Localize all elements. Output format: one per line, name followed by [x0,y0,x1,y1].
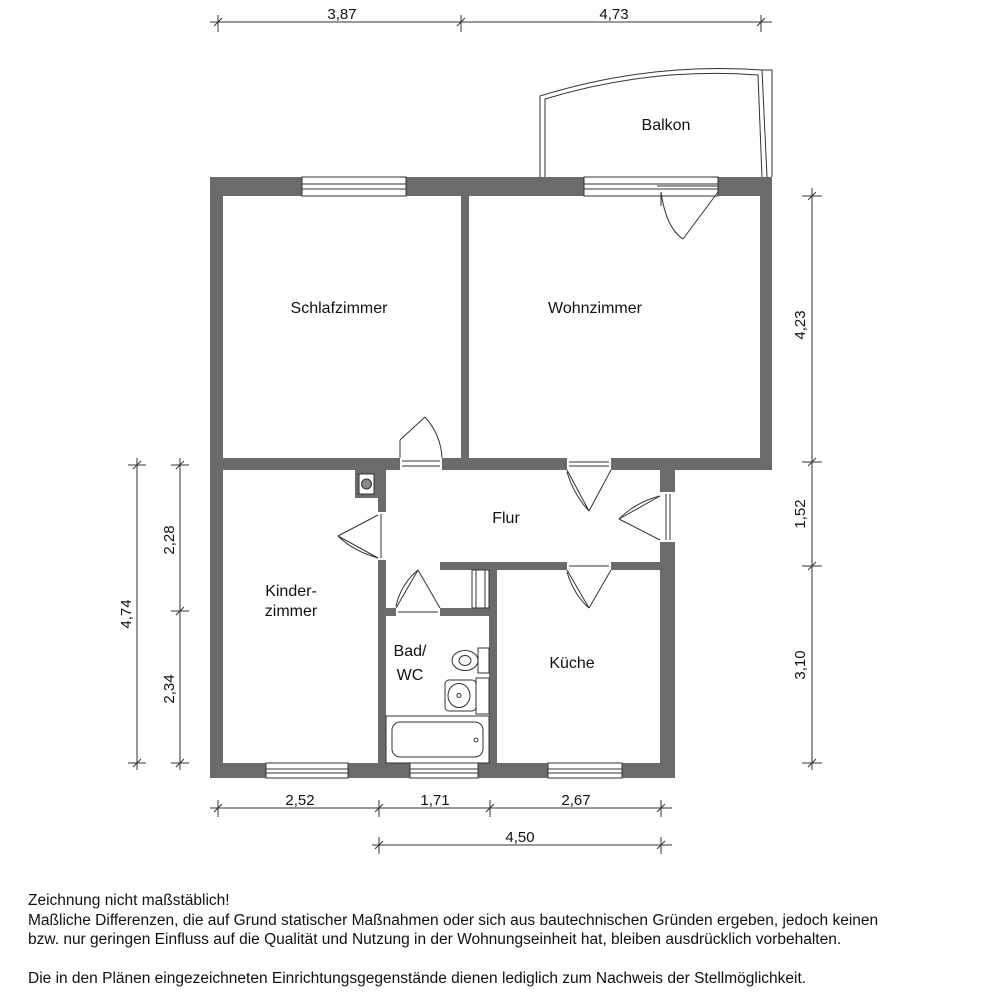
note-furniture: Die in den Plänen eingezeichneten Einrichtungsgegenstände dienen lediglich zum Nachweis der Stellmöglichkeit. [28,969,807,987]
room-label-bad-line2: WC [396,667,424,684]
bathtub-icon [386,716,489,763]
note-dimension-differences-continued: bzw. nur geringen Einfluss auf die Qualität und Nutzung in der Wohnungseinheit hat, bleiben ausdrücklich vorbehalten. [28,931,842,948]
walls [210,177,772,778]
toilet-icon [452,648,489,673]
shaft [355,470,378,498]
dimension-label-bottom-middle: 1,71 [420,792,450,809]
note-dimension-differences: Maßliche Differenzen, die auf Grund statischer Maßnahmen oder sich aus bautechnischen Gründen ergeben, jedoch keinen [28,911,879,929]
note-not-to-scale: Zeichnung nicht maßstäblich! [28,892,230,909]
dimension-label-left-total: 4,74 [118,599,135,629]
room-label-kueche: Küche [549,655,595,672]
room-label-schlafzimmer: Schlafzimmer [290,300,388,317]
room-label-flur: Flur [492,510,520,527]
dimension-label-top-left: 3,87 [327,6,357,23]
room-label-balkon: Balkon [641,117,691,134]
disclaimer-notes [28,891,988,988]
dimension-line-right [802,188,822,770]
room-label-kinderzimmer-line1: Kinder- [265,583,317,600]
dimension-label-left-lower: 2,34 [161,674,178,704]
room-label-bad-line1: Bad/ [393,643,427,660]
dimension-label-bottom-left: 2,52 [285,792,315,809]
dimension-line-left [128,458,189,770]
dimension-label-right-lower: 3,10 [792,650,809,680]
dimension-label-right-middle: 1,52 [792,499,809,529]
door-openings [378,458,675,616]
room-label-kinderzimmer-line2: zimmer [264,603,318,620]
dimension-label-bottom-right: 2,67 [561,792,591,809]
dimension-label-top-right: 4,73 [599,6,629,23]
dimension-label-left-upper: 2,28 [161,525,178,555]
dimension-label-bottom-total: 4,50 [505,829,535,846]
dimension-line-top [210,15,772,32]
washbasin-icon [445,678,489,714]
room-label-wohnzimmer: Wohnzimmer [548,300,642,317]
dimension-label-right-upper: 4,23 [792,310,809,340]
